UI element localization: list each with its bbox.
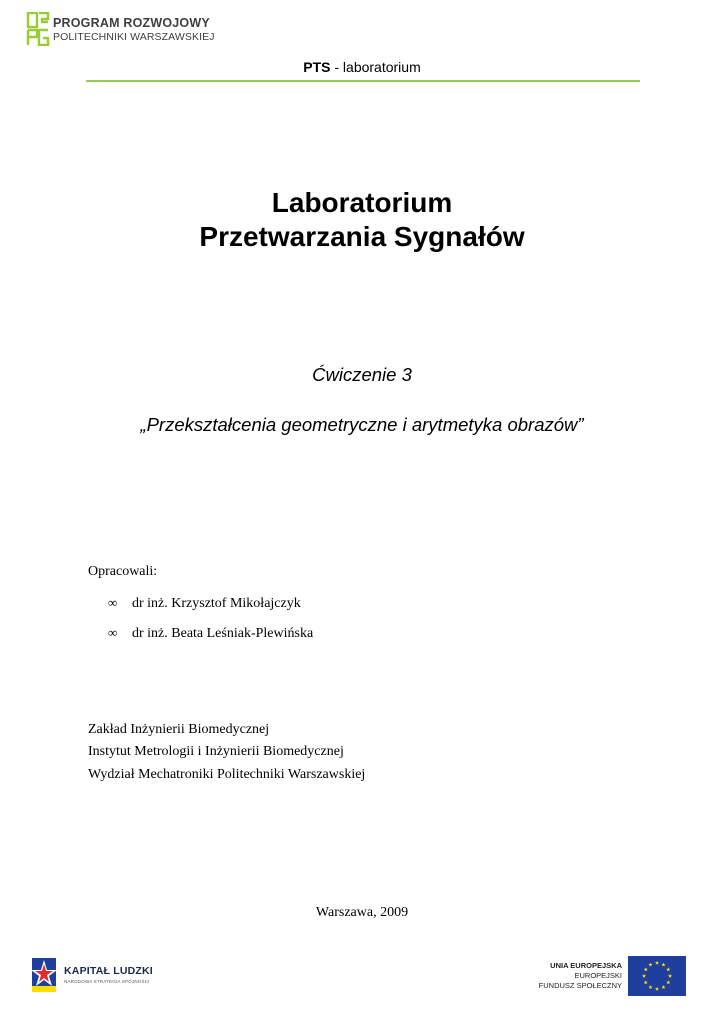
author-name: dr inż. Krzysztof Mikołajczyk: [132, 596, 301, 611]
infinity-bullet-icon: ∞: [108, 625, 118, 640]
institution-institute: Instytut Metrologii i Inżynierii Biomedycznej: [88, 744, 344, 759]
eu-line-2: EUROPEJSKI: [574, 971, 622, 980]
infinity-bullet-icon: ∞: [108, 595, 118, 610]
header-divider: [86, 80, 640, 82]
exercise-number: Ćwiczenie 3: [312, 364, 412, 385]
eu-flag-icon: [628, 956, 686, 996]
kapital-ludzki-logo: [30, 954, 170, 998]
kapital-ludzki-star-icon: [30, 954, 60, 996]
institution-department: Zakład Inżynierii Biomedycznej: [88, 722, 270, 737]
title-line-2: Przetwarzania Sygnałów: [199, 221, 525, 252]
kapital-ludzki-subtitle: NARODOWA STRATEGIA SPÓJNOŚCI: [64, 979, 150, 984]
eu-line-1: UNIA EUROPEJSKA: [550, 961, 622, 970]
eu-line-3: FUNDUSZ SPOŁECZNY: [538, 981, 622, 990]
eu-social-fund-logo: [536, 956, 686, 998]
author-item: [108, 595, 301, 612]
title-line-1: Laboratorium: [271, 187, 453, 218]
page-header: [0, 59, 724, 75]
header-course-code: PTS: [303, 59, 331, 75]
author-item: [108, 625, 313, 642]
authors-label: Opracowali:: [88, 564, 158, 579]
prw-logo-icon: [26, 12, 50, 46]
author-name: dr inż. Beata Leśniak-Plewińska: [132, 626, 314, 641]
document-title: [0, 186, 724, 254]
exercise-subject: „Przekształcenia geometryczne i arytmetyka obrazów”: [140, 414, 584, 435]
eu-logo-text: [539, 961, 622, 991]
prw-logo-line1: PROGRAM ROZWOJOWY: [53, 16, 210, 30]
program-rozwojowy-logo: [26, 12, 226, 48]
header-course-type: - laboratorium: [330, 59, 421, 75]
prw-logo-line2: POLITECHNIKI WARSZAWSKIEJ: [53, 31, 215, 43]
place-and-date: Warszawa, 2009: [315, 905, 409, 920]
kapital-ludzki-title: KAPITAŁ LUDZKI: [64, 965, 153, 977]
institution-faculty: Wydział Mechatroniki Politechniki Warszawskiej: [88, 767, 366, 782]
